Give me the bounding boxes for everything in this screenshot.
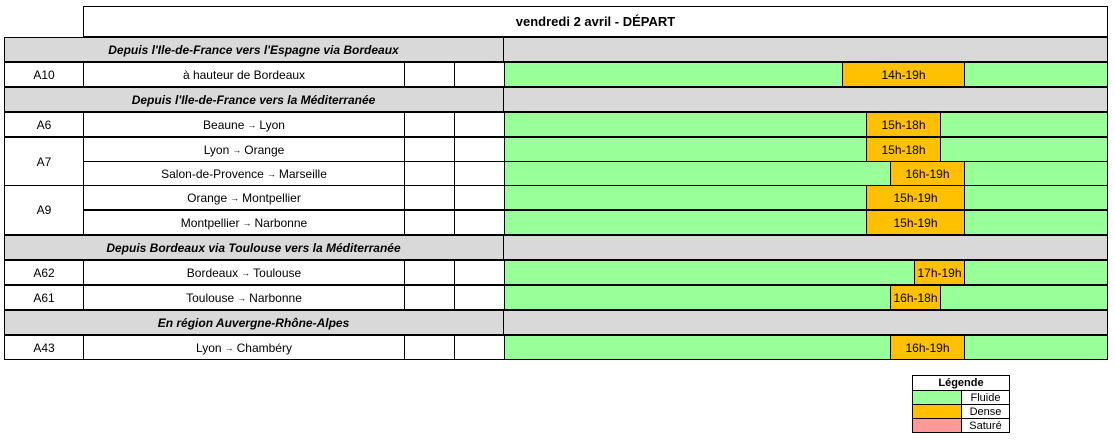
empty-cell [454,260,505,285]
traffic-timeline [504,112,1108,137]
legend-label: Saturé [961,418,1010,433]
legend-title: Légende [912,375,1010,391]
route-from: Beaune [203,117,245,132]
route-segment [83,335,405,360]
legend-swatch-fluide [912,390,962,405]
route-to: Montpellier [242,190,301,205]
traffic-timeline [504,260,1108,285]
arrow-right-icon: → [230,192,240,203]
traffic-timeline [504,161,1108,186]
dense-period: 16h-18h [890,286,941,309]
route-segment [83,210,405,235]
empty-cell [404,210,455,235]
arrow-right-icon: → [241,267,251,278]
route-segment [83,260,405,285]
empty-cell [404,161,455,186]
route-from: Bordeaux [186,265,239,280]
empty-cell [454,185,505,210]
route-to: Narbonne [254,215,308,230]
route-segment [83,161,405,186]
dense-period: 17h-19h [914,261,965,284]
dense-period: 15h-18h [866,138,941,161]
road-id: A10 [4,62,84,87]
route-segment [83,62,405,87]
route-from: à hauteur de Bordeaux [182,67,306,82]
route-from: Montpellier [180,215,240,230]
traffic-timeline [504,62,1108,87]
empty-cell [404,137,455,162]
road-id: A7 [4,137,84,186]
legend-label: Dense [961,404,1010,419]
legend-label: Fluide [961,390,1010,405]
dense-period: 15h-18h [866,113,941,136]
road-id: A9 [4,185,84,235]
section-label: Depuis Bordeaux via Toulouse vers la Méditerranée [4,235,504,260]
empty-cell [404,335,455,360]
empty-cell [454,285,505,310]
dense-period: 14h-19h [842,63,965,86]
empty-cell [404,62,455,87]
route-segment [83,185,405,210]
legend-swatch-sature [912,418,962,433]
empty-cell [454,161,505,186]
legend-swatch-dense [912,404,962,419]
traffic-timeline [504,210,1108,235]
section-label: En région Auvergne-Rhône-Alpes [4,310,504,335]
route-segment [83,137,405,162]
empty-cell [454,137,505,162]
route-segment [83,285,405,310]
empty-cell [404,185,455,210]
dense-period: 16h-19h [890,336,965,359]
route-from: Orange [187,190,228,205]
empty-cell [454,62,505,87]
route-to: Chambéry [236,340,292,355]
arrow-right-icon: → [237,292,247,303]
dense-period: 16h-19h [890,162,965,185]
road-id: A61 [4,285,84,310]
dense-period: 15h-19h [866,211,965,234]
empty-cell [454,210,505,235]
arrow-right-icon: → [266,168,276,179]
route-to: Narbonne [249,290,302,305]
route-from: Salon-de-Provence [161,166,264,181]
route-to: Marseille [278,166,327,181]
empty-cell [404,112,455,137]
traffic-timeline [504,285,1108,310]
route-to: Toulouse [253,265,302,280]
route-segment [83,112,405,137]
empty-cell [454,335,505,360]
road-id: A62 [4,260,84,285]
dense-period: 15h-19h [866,186,965,209]
arrow-right-icon: → [247,119,257,130]
route-from: Toulouse [186,290,235,305]
route-from: Lyon [203,142,230,157]
road-id: A43 [4,335,84,360]
section-label: Depuis l'Ile-de-France vers l'Espagne via Bordeaux [4,37,504,62]
arrow-right-icon: → [224,342,234,353]
arrow-right-icon: → [232,144,242,155]
traffic-timeline [504,137,1108,162]
road-id: A6 [4,112,84,137]
empty-cell [404,285,455,310]
empty-cell [404,260,455,285]
traffic-timeline [504,185,1108,210]
route-from: Lyon [196,340,222,355]
page-title: vendredi 2 avril - DÉPART [83,6,1108,37]
route-to: Lyon [259,117,285,132]
arrow-right-icon: → [242,217,252,228]
section-label: Depuis l'Ile-de-France vers la Méditerranée [4,87,504,112]
empty-cell [454,112,505,137]
route-to: Orange [244,142,285,157]
traffic-timeline [504,335,1108,360]
